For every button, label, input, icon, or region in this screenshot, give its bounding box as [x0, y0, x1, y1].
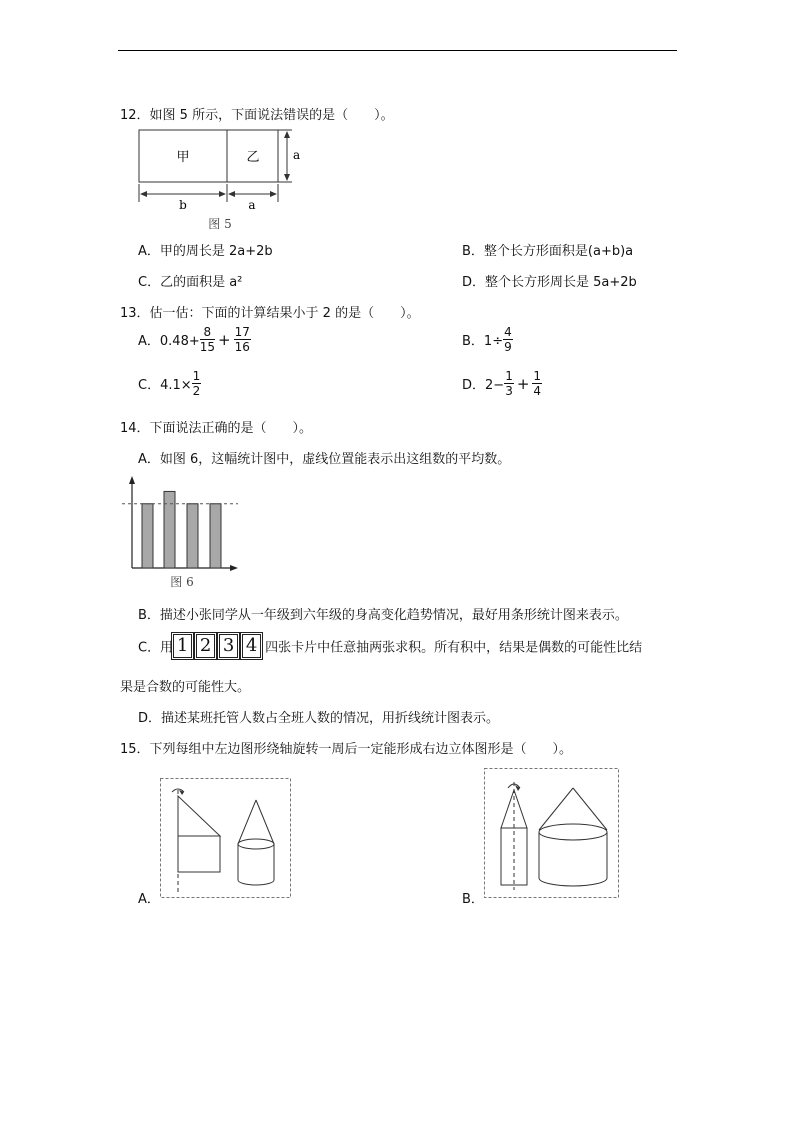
q15-stem: 15．下列每组中左边图形绕轴旋转一周后一定能形成右边立体图形是（ ）。	[120, 742, 573, 757]
q13-b-prefix: B．1÷	[462, 334, 504, 349]
q14-c-prefix: C．用	[138, 640, 174, 656]
q12-option-c: C．乙的面积是 a²	[138, 275, 243, 290]
number-card-4: 4	[242, 634, 261, 658]
fig5-label-yi: 乙	[246, 150, 260, 165]
q14-option-b: B．描述小张同学从一年级到六年级的身高变化趋势情况，最好用条形统计图来表示。	[138, 608, 628, 623]
plus-sign: +	[218, 330, 231, 349]
q15-option-b-label: B．	[462, 892, 484, 907]
header-rule	[118, 50, 677, 51]
q14-stem: 14．下面说法正确的是（ ）。	[120, 421, 313, 436]
q15-figure-a	[160, 778, 292, 900]
fraction: $\frac{8}{15}$	[199, 325, 216, 354]
q15-option-a-label: A．	[138, 892, 160, 907]
fig5-bottom-a: a	[248, 198, 256, 212]
fig6-caption: 图 6	[170, 575, 194, 589]
q13-option-a	[138, 326, 251, 353]
bar-2	[164, 491, 175, 568]
number-cards	[173, 635, 265, 656]
fraction: $\frac{4}{9}$	[504, 325, 512, 354]
q13-option-b	[462, 326, 513, 353]
fraction: $\frac{1}{2}$	[192, 369, 201, 398]
q14-option-d: D．描述某班托管人数占全班人数的情况，用折线统计图表示。	[138, 711, 500, 726]
fraction: $\frac{1}{3}$	[505, 369, 513, 398]
figure-5	[136, 128, 301, 234]
fig5-label-jia: 甲	[176, 150, 190, 165]
plus-sign: +	[516, 374, 530, 393]
fraction: $\frac{1}{4}$	[533, 369, 542, 398]
bar-1	[142, 504, 153, 568]
fig5-caption: 图 5	[208, 217, 232, 231]
q12-option-a: A．甲的周长是 2a+2b	[138, 244, 273, 259]
number-card-1: 1	[173, 634, 192, 658]
bar-3	[187, 504, 198, 568]
number-card-3: 3	[219, 634, 238, 658]
q12-stem: 12．如图 5 所示，下面说法错误的是（ ）。	[120, 108, 394, 123]
q13-option-c	[138, 370, 201, 397]
q13-option-d	[462, 370, 542, 397]
figure-6-bar-chart	[120, 474, 242, 592]
q14-option-c	[138, 634, 642, 658]
q13-a-prefix: A．0.48+	[138, 334, 200, 349]
q12-option-b: B．整个长方形面积是(a+b)a	[462, 244, 634, 259]
q13-c-prefix: C．4.1×	[138, 378, 192, 393]
bar-4	[210, 504, 221, 568]
q14-c-text: 四张卡片中任意抽两张求积。所有积中，结果是偶数的可能性比结	[265, 640, 643, 656]
fig5-bottom-b: b	[179, 198, 187, 212]
q15-figure-b	[484, 768, 620, 900]
number-card-2: 2	[196, 634, 215, 658]
q14-option-c-line2: 果是合数的可能性大。	[120, 680, 251, 695]
fig5-side-label: a	[293, 148, 301, 162]
q13-stem: 13．估一估：下面的计算结果小于 2 的是（ ）。	[120, 306, 420, 321]
q13-d-prefix: D．2−	[462, 378, 505, 393]
fraction: $\frac{17}{16}$	[234, 325, 250, 354]
q12-option-d: D．整个长方形周长是 5a+2b	[462, 275, 637, 290]
q14-option-a: A．如图 6，这幅统计图中，虚线位置能表示出这组数的平均数。	[138, 452, 511, 467]
